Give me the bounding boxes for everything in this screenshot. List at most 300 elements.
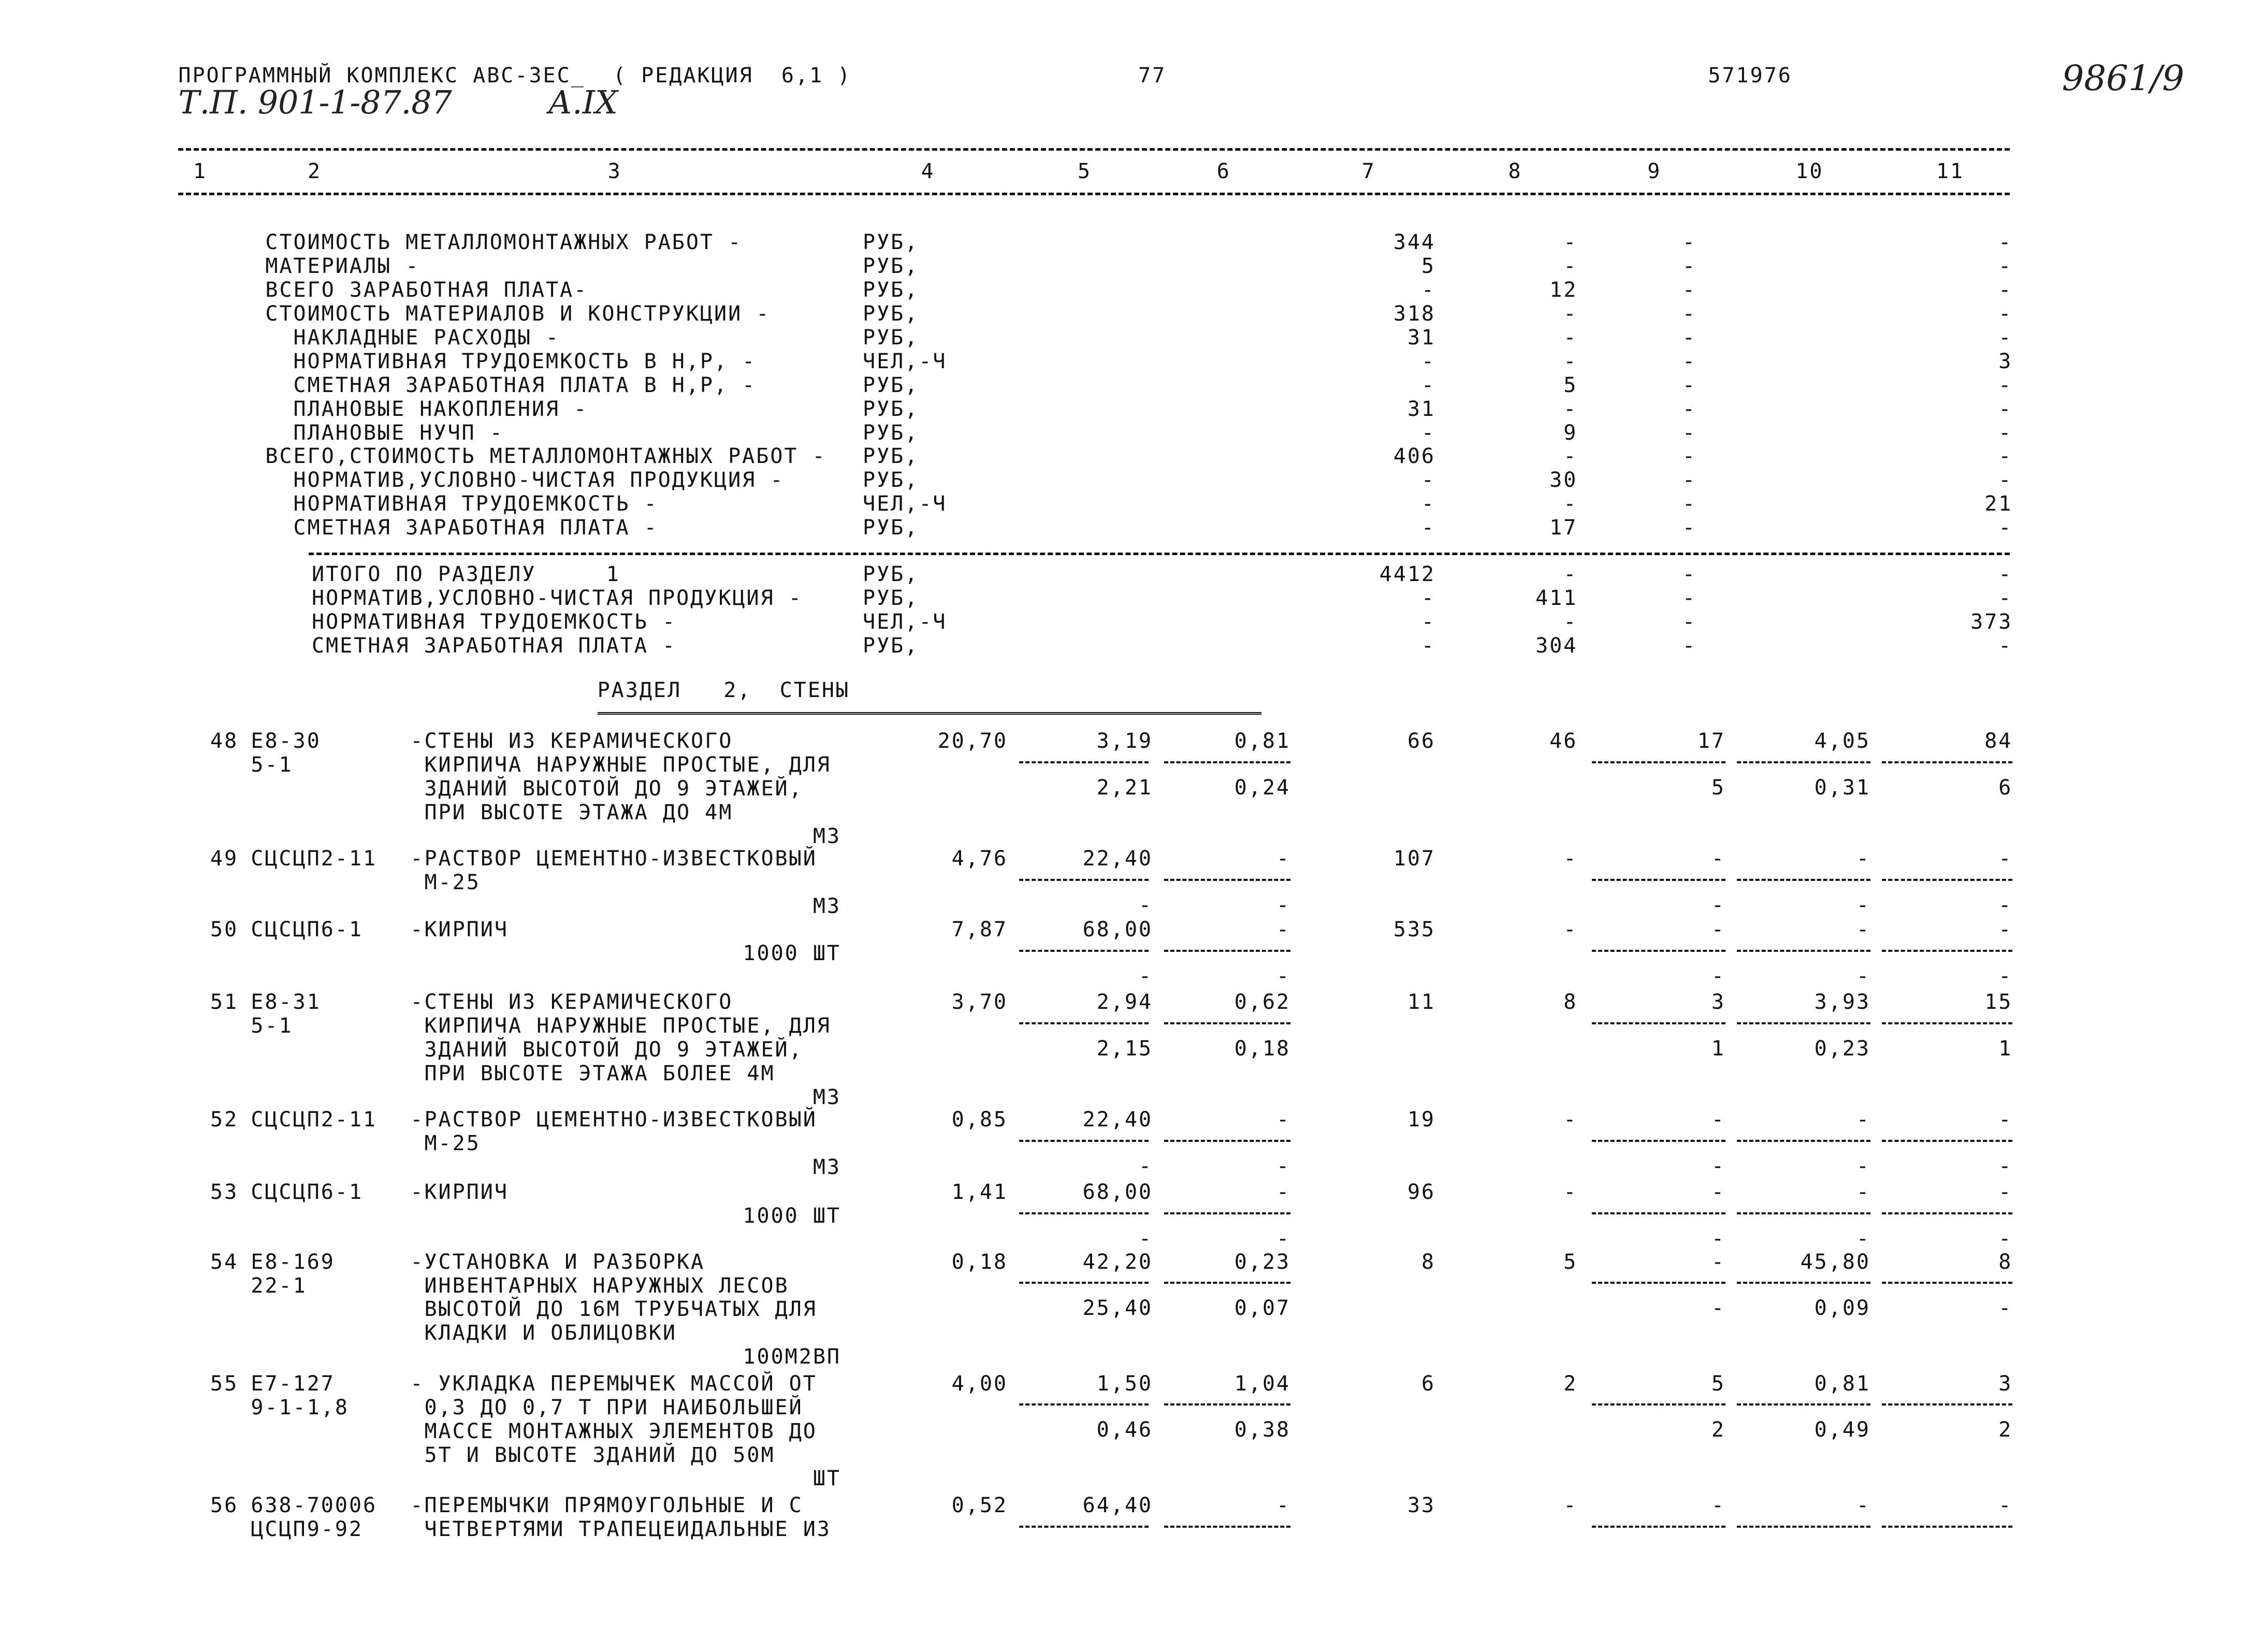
item-number: 51 <box>210 990 239 1015</box>
summary-unit: РУБ, <box>863 301 919 326</box>
item-col10: 0,81 <box>1814 1371 1870 1396</box>
summary-col8: - <box>1563 301 1578 326</box>
item-col11: - <box>1998 1494 2013 1517</box>
section-total-unit: РУБ, <box>863 634 919 658</box>
item-code: 9-1-1,8 <box>251 1395 349 1419</box>
item-description: М-25 <box>410 1132 481 1156</box>
item-col5: 2,94 <box>1096 990 1153 1015</box>
item-col4: 0,85 <box>951 1108 1008 1132</box>
summary-col9: - <box>1682 444 1696 469</box>
item-code: Е8-31 <box>251 990 321 1015</box>
item-col5-norm: 0,46 <box>1096 1418 1153 1442</box>
item-col5-rule <box>1019 1140 1148 1142</box>
item-col10-rule <box>1737 761 1870 763</box>
item-unit: 1000 ШТ <box>743 941 841 966</box>
item-col10: - <box>1856 918 1870 942</box>
item-description: М-25 <box>410 871 481 895</box>
summary-unit: РУБ, <box>863 397 919 421</box>
item-col5-rule <box>1019 1403 1148 1405</box>
summary-col9: - <box>1682 492 1696 516</box>
summary-col9: - <box>1682 468 1696 492</box>
column-header-4: 4 <box>921 160 935 183</box>
item-col8: - <box>1563 918 1578 942</box>
section-title-underline <box>598 712 1261 715</box>
summary-col11: - <box>1998 397 2013 421</box>
item-description: -УСТАНОВКА И РАЗБОРКА <box>410 1250 705 1274</box>
summary-col11: - <box>1998 468 2013 492</box>
summary-col11: 21 <box>1984 492 2013 516</box>
section-total-label: ИТОГО ПО РАЗДЕЛУ 1 <box>312 562 620 587</box>
item-col5: 22,40 <box>1082 1108 1153 1132</box>
item-description: -РАСТВОР ЦЕМЕНТНО-ИЗВЕСТКОВЫЙ <box>410 1108 817 1132</box>
item-col10-rule <box>1737 1022 1870 1024</box>
item-description: ЧЕТВЕРТЯМИ ТРАПЕЦЕИДАЛЬНЫЕ ИЗ <box>410 1517 831 1541</box>
item-col11: 84 <box>1984 729 2013 753</box>
item-col5-rule <box>1019 950 1148 952</box>
column-header-3: 3 <box>607 160 622 183</box>
item-col11-rule <box>1882 1140 2012 1142</box>
item-col11-norm: - <box>1998 1296 2013 1321</box>
item-col6: 1,04 <box>1234 1371 1290 1396</box>
item-col4: 4,76 <box>951 847 1008 871</box>
item-col6-rule <box>1164 1140 1290 1142</box>
item-col5-rule <box>1019 1022 1148 1024</box>
summary-col8: 5 <box>1563 373 1578 397</box>
summary-label: НОРМАТИВНАЯ ТРУДОЕМКОСТЬ - <box>265 492 658 516</box>
item-col9: - <box>1711 1108 1725 1132</box>
summary-label: СТОИМОСТЬ МЕТАЛЛОМОНТАЖНЫХ РАБОТ - <box>265 230 743 255</box>
item-col5-rule <box>1019 879 1148 881</box>
item-col5-rule <box>1019 1282 1148 1284</box>
item-col9: 17 <box>1697 729 1725 753</box>
item-col6-rule <box>1164 1282 1290 1284</box>
item-description: КИРПИЧА НАРУЖНЫЕ ПРОСТЫЕ, ДЛЯ <box>410 1014 831 1038</box>
summary-unit: РУБ, <box>863 230 919 255</box>
item-col8: 46 <box>1549 729 1578 753</box>
item-code: ЦСЦП9-92 <box>251 1517 364 1541</box>
item-col10-norm: 0,49 <box>1814 1418 1870 1442</box>
item-col4: 0,52 <box>951 1494 1008 1517</box>
item-col6-norm: 0,38 <box>1234 1418 1290 1442</box>
item-description: ЗДАНИЙ ВЫСОТОЙ ДО 9 ЭТАЖЕЙ, <box>410 1038 803 1062</box>
column-header-6: 6 <box>1216 160 1231 183</box>
item-col6-rule <box>1164 761 1290 763</box>
item-col6-rule <box>1164 1212 1290 1214</box>
summary-col11: - <box>1998 444 2013 469</box>
section-total-label: НОРМАТИВНАЯ ТРУДОЕМКОСТЬ - <box>312 610 677 634</box>
summary-col9: - <box>1682 325 1696 350</box>
item-description: -ПЕРЕМЫЧКИ ПРЯМОУГОЛЬНЫЕ И С <box>410 1494 803 1517</box>
summary-label: НАКЛАДНЫЕ РАСХОДЫ - <box>265 325 560 350</box>
summary-col9: - <box>1682 516 1696 540</box>
summary-col7: 31 <box>1407 397 1435 421</box>
item-col10: - <box>1856 1108 1870 1132</box>
item-col4: 1,41 <box>951 1180 1008 1205</box>
item-col9: 5 <box>1711 1371 1725 1396</box>
page-number: 77 <box>1138 64 1167 88</box>
item-col9-rule <box>1592 1022 1725 1024</box>
item-description: -РАСТВОР ЦЕМЕНТНО-ИЗВЕСТКОВЫЙ <box>410 847 817 871</box>
item-col10-norm: 0,09 <box>1814 1296 1870 1321</box>
item-description: ПРИ ВЫСОТЕ ЭТАЖА БОЛЕЕ 4М <box>410 1062 775 1086</box>
item-col8: - <box>1563 1108 1578 1132</box>
item-col8: 5 <box>1563 1250 1578 1274</box>
item-col11-rule <box>1882 1526 2012 1528</box>
summary-label: ВСЕГО,СТОИМОСТЬ МЕТАЛЛОМОНТАЖНЫХ РАБОТ - <box>265 444 826 469</box>
item-unit: ШТ <box>813 1467 841 1491</box>
summary-unit: ЧЕЛ,-Ч <box>863 492 947 516</box>
column-header-8: 8 <box>1508 160 1522 183</box>
item-unit: М3 <box>813 824 841 849</box>
item-code: Е8-30 <box>251 729 321 753</box>
item-col4: 4,00 <box>951 1371 1008 1396</box>
item-code: 638-70006 <box>251 1494 378 1517</box>
item-col9: - <box>1711 1180 1725 1205</box>
item-col5: 1,50 <box>1096 1371 1153 1396</box>
item-col6-rule <box>1164 1022 1290 1024</box>
item-col6-norm: 0,18 <box>1234 1037 1290 1061</box>
item-col10-norm: - <box>1856 964 1870 988</box>
item-col5: 3,19 <box>1096 729 1153 753</box>
item-unit: М3 <box>813 1085 841 1110</box>
document-code: 571976 <box>1708 64 1792 88</box>
summary-col11: - <box>1998 373 2013 397</box>
section-total-col11: - <box>1998 634 2013 658</box>
item-description: -СТЕНЫ ИЗ КЕРАМИЧЕСКОГО <box>410 990 733 1015</box>
item-col10: 3,93 <box>1814 990 1870 1015</box>
item-col9-rule <box>1592 1212 1725 1214</box>
item-col9: 3 <box>1711 990 1725 1015</box>
item-col9-norm: 5 <box>1711 776 1725 800</box>
item-col7: 107 <box>1393 847 1435 871</box>
section-total-label: СМЕТНАЯ ЗАРАБОТНАЯ ПЛАТА - <box>312 634 677 658</box>
item-col11-rule <box>1882 879 2012 881</box>
summary-label: ПЛАНОВЫЕ НАКОПЛЕНИЯ - <box>265 397 588 421</box>
item-col4: 0,18 <box>951 1250 1008 1274</box>
item-col11-norm: 1 <box>1998 1037 2013 1061</box>
item-col5: 68,00 <box>1082 1180 1153 1205</box>
item-col9-norm: - <box>1711 1296 1725 1321</box>
item-description: - УКЛАДКА ПЕРЕМЫЧЕК МАССОЙ ОТ <box>410 1371 817 1396</box>
section-total-col8: 304 <box>1535 634 1578 658</box>
summary-unit: РУБ, <box>863 325 919 350</box>
summary-col11: - <box>1998 230 2013 255</box>
item-col9: - <box>1711 847 1725 871</box>
summary-col7: 344 <box>1393 230 1435 255</box>
item-description: 5Т И ВЫСОТЕ ЗДАНИЙ ДО 50М <box>410 1443 775 1467</box>
item-col11: 15 <box>1984 990 2013 1015</box>
item-col11: - <box>1998 1180 2013 1205</box>
item-col7: 6 <box>1421 1371 1435 1396</box>
item-col4: 20,70 <box>937 729 1008 753</box>
item-col6-norm: 0,24 <box>1234 776 1290 800</box>
summary-col7: 5 <box>1421 254 1435 279</box>
item-col8: - <box>1563 847 1578 871</box>
summary-col9: - <box>1682 278 1696 302</box>
item-col7: 535 <box>1393 918 1435 942</box>
item-description: ИНВЕНТАРНЫХ НАРУЖНЫХ ЛЕСОВ <box>410 1273 789 1298</box>
item-unit: 100М2ВП <box>743 1345 841 1369</box>
handwritten-album: А.IX <box>548 84 618 122</box>
summary-col8: - <box>1563 444 1578 469</box>
item-col9-norm: - <box>1711 964 1725 988</box>
item-col11-norm: - <box>1998 964 2013 988</box>
summary-col8: 12 <box>1549 278 1578 302</box>
summary-col8: - <box>1563 492 1578 516</box>
section-total-col7: - <box>1421 586 1435 611</box>
item-col11: - <box>1998 1108 2013 1132</box>
column-header-10: 10 <box>1795 160 1824 183</box>
item-col9-norm: - <box>1711 893 1725 917</box>
item-col6: - <box>1276 1108 1290 1132</box>
item-col5-norm: 2,21 <box>1096 776 1153 800</box>
item-col10-norm: 0,31 <box>1814 776 1870 800</box>
item-col8: 8 <box>1563 990 1578 1015</box>
summary-col11: 3 <box>1998 349 2013 373</box>
item-col7: 66 <box>1407 729 1435 753</box>
item-col9-rule <box>1592 1140 1725 1142</box>
item-col6: - <box>1276 1494 1290 1517</box>
item-col11-norm: - <box>1998 1154 2013 1178</box>
column-header-7: 7 <box>1361 160 1376 183</box>
item-code: СЦСЦП6-1 <box>251 918 364 942</box>
section-total-col9: - <box>1682 610 1696 634</box>
summary-unit: РУБ, <box>863 373 919 397</box>
item-col6: 0,81 <box>1234 729 1290 753</box>
item-col11-rule <box>1882 1212 2012 1214</box>
item-number: 52 <box>210 1108 239 1132</box>
summary-label: ВСЕГО ЗАРАБОТНАЯ ПЛАТА- <box>265 278 588 302</box>
item-code: 5-1 <box>251 1014 293 1038</box>
item-code: СЦСЦП2-11 <box>251 847 378 871</box>
section-total-col7: - <box>1421 634 1435 658</box>
item-col10: - <box>1856 847 1870 871</box>
item-description: -КИРПИЧ <box>410 1180 509 1205</box>
item-col9-rule <box>1592 1282 1725 1284</box>
item-code: СЦСЦП6-1 <box>251 1180 364 1205</box>
item-col10-rule <box>1737 1140 1870 1142</box>
item-col9: - <box>1711 1250 1725 1274</box>
section-total-col9: - <box>1682 634 1696 658</box>
item-col10-rule <box>1737 1403 1870 1405</box>
item-col11-norm: - <box>1998 893 2013 917</box>
item-col6-rule <box>1164 1526 1290 1528</box>
item-col6: - <box>1276 918 1290 942</box>
summary-col8: - <box>1563 349 1578 373</box>
item-col5: 68,00 <box>1082 918 1153 942</box>
item-col5-rule <box>1019 1212 1148 1214</box>
column-header-5: 5 <box>1077 160 1092 183</box>
column-header-1: 1 <box>193 160 207 183</box>
section-total-unit: РУБ, <box>863 562 919 587</box>
program-title: ПРОГРАММНЫЙ КОМПЛЕКС АВС-ЗЕС_ ( РЕДАКЦИЯ 6,1 ) <box>178 64 852 88</box>
item-col10-norm: - <box>1856 893 1870 917</box>
summary-col7: 318 <box>1393 301 1435 326</box>
summary-col7: - <box>1421 492 1435 516</box>
item-col5: 64,40 <box>1082 1494 1153 1517</box>
item-number: 48 <box>210 729 239 753</box>
item-col5: 42,20 <box>1082 1250 1153 1274</box>
summary-label: СТОИМОСТЬ МАТЕРИАЛОВ И КОНСТРУКЦИИ - <box>265 301 771 326</box>
summary-col11: - <box>1998 421 2013 445</box>
item-col6: - <box>1276 847 1290 871</box>
item-col9-rule <box>1592 950 1725 952</box>
item-col6-norm: - <box>1276 1154 1290 1178</box>
item-col9-norm: 2 <box>1711 1418 1725 1442</box>
item-col7: 33 <box>1407 1494 1435 1517</box>
item-col6-rule <box>1164 950 1290 952</box>
item-col6-norm: 0,07 <box>1234 1296 1290 1321</box>
section-total-col8: - <box>1563 610 1578 634</box>
item-code: 22-1 <box>251 1273 307 1298</box>
summary-label: НОРМАТИВ,УСЛОВНО-ЧИСТАЯ ПРОДУКЦИЯ - <box>265 468 785 492</box>
item-col11-rule <box>1882 950 2012 952</box>
item-col10: - <box>1856 1494 1870 1517</box>
item-col9: - <box>1711 918 1725 942</box>
item-description: ВЫСОТОЙ ДО 16М ТРУБЧАТЫХ ДЛЯ <box>410 1297 817 1322</box>
summary-col7: - <box>1421 468 1435 492</box>
summary-col8: - <box>1563 397 1578 421</box>
item-col7: 8 <box>1421 1250 1435 1274</box>
summary-col8: 9 <box>1563 421 1578 445</box>
summary-unit: РУБ, <box>863 516 919 540</box>
section-total-rule <box>309 553 2009 555</box>
item-col8: - <box>1563 1494 1578 1517</box>
summary-col8: 30 <box>1549 468 1578 492</box>
section-total-label: НОРМАТИВ,УСЛОВНО-ЧИСТАЯ ПРОДУКЦИЯ - <box>312 586 803 611</box>
item-description: ЗДАНИЙ ВЫСОТОЙ ДО 9 ЭТАЖЕЙ, <box>410 777 803 801</box>
item-col11-norm: - <box>1998 1226 2013 1251</box>
item-description: КИРПИЧА НАРУЖНЫЕ ПРОСТЫЕ, ДЛЯ <box>410 753 831 777</box>
summary-col11: - <box>1998 254 2013 279</box>
item-col5: 22,40 <box>1082 847 1153 871</box>
summary-col8: 17 <box>1549 516 1578 540</box>
item-number: 55 <box>210 1371 239 1396</box>
column-header-9: 9 <box>1647 160 1662 183</box>
item-col11-norm: 2 <box>1998 1418 2013 1442</box>
summary-unit: РУБ, <box>863 444 919 469</box>
item-col11: - <box>1998 847 2013 871</box>
summary-unit: ЧЕЛ,-Ч <box>863 349 947 373</box>
item-description: ПРИ ВЫСОТЕ ЭТАЖА ДО 4М <box>410 801 733 825</box>
summary-col11: - <box>1998 301 2013 326</box>
item-col9-rule <box>1592 879 1725 881</box>
item-code: 5-1 <box>251 753 293 777</box>
item-col10-rule <box>1737 950 1870 952</box>
summary-col9: - <box>1682 254 1696 279</box>
summary-col9: - <box>1682 421 1696 445</box>
item-col10: 4,05 <box>1814 729 1870 753</box>
section-total-col7: 4412 <box>1379 562 1435 587</box>
item-col10-rule <box>1737 879 1870 881</box>
item-col9-rule <box>1592 1403 1725 1405</box>
item-col9-norm: - <box>1711 1154 1725 1178</box>
item-col8: 2 <box>1563 1371 1578 1396</box>
item-number: 54 <box>210 1250 239 1274</box>
item-col5-norm: - <box>1138 1154 1153 1178</box>
item-col7: 96 <box>1407 1180 1435 1205</box>
item-col5-norm: - <box>1138 964 1153 988</box>
item-col11-rule <box>1882 1282 2012 1284</box>
summary-label: ПЛАНОВЫЕ НУЧП - <box>265 421 504 445</box>
item-col5-norm: - <box>1138 1226 1153 1251</box>
item-col7: 19 <box>1407 1108 1435 1132</box>
summary-unit: РУБ, <box>863 278 919 302</box>
item-col10-rule <box>1737 1282 1870 1284</box>
item-col11-rule <box>1882 761 2012 763</box>
item-number: 56 <box>210 1494 239 1517</box>
summary-col7: - <box>1421 421 1435 445</box>
summary-col11: - <box>1998 278 2013 302</box>
summary-unit: РУБ, <box>863 254 919 279</box>
item-col5-norm: 25,40 <box>1082 1296 1153 1321</box>
item-col11-norm: 6 <box>1998 776 2013 800</box>
item-col11-rule <box>1882 1022 2012 1024</box>
item-col6-rule <box>1164 879 1290 881</box>
summary-col9: - <box>1682 397 1696 421</box>
column-header-2: 2 <box>308 160 322 183</box>
item-col6-norm: - <box>1276 1226 1290 1251</box>
item-col9-rule <box>1592 1526 1725 1528</box>
item-col5-norm: - <box>1138 893 1153 917</box>
item-number: 53 <box>210 1180 239 1205</box>
item-col6: 0,62 <box>1234 990 1290 1015</box>
item-unit: 1000 ШТ <box>743 1204 841 1228</box>
summary-col9: - <box>1682 349 1696 373</box>
section-total-col8: 411 <box>1535 586 1578 611</box>
item-description: 0,3 ДО 0,7 Т ПРИ НАИБОЛЬШЕЙ <box>410 1395 803 1419</box>
item-col11-rule <box>1882 1403 2012 1405</box>
item-col6: 0,23 <box>1234 1250 1290 1274</box>
item-col4: 3,70 <box>951 990 1008 1015</box>
item-description: МАССЕ МОНТАЖНЫХ ЭЛЕМЕНТОВ ДО <box>410 1419 817 1443</box>
item-col10-rule <box>1737 1526 1870 1528</box>
item-code: Е8-169 <box>251 1250 335 1274</box>
summary-col7: - <box>1421 349 1435 373</box>
item-col6-norm: - <box>1276 964 1290 988</box>
item-col11: - <box>1998 918 2013 942</box>
section-total-col11: - <box>1998 586 2013 611</box>
section-total-col9: - <box>1682 586 1696 611</box>
item-col10-norm: - <box>1856 1154 1870 1178</box>
summary-col8: - <box>1563 325 1578 350</box>
item-description: КЛАДКИ И ОБЛИЦОВКИ <box>410 1321 677 1345</box>
item-number: 50 <box>210 918 239 942</box>
item-code: Е7-127 <box>251 1371 335 1396</box>
summary-label: СМЕТНАЯ ЗАРАБОТНАЯ ПЛАТА - <box>265 516 658 540</box>
item-col7: 11 <box>1407 990 1435 1015</box>
item-col6-rule <box>1164 1403 1290 1405</box>
section-total-col11: 373 <box>1970 610 2013 634</box>
section-total-col8: - <box>1563 562 1578 587</box>
table-header-rule <box>178 193 2009 195</box>
summary-col7: 406 <box>1393 444 1435 469</box>
section-total-unit: ЧЕЛ,-Ч <box>863 610 947 634</box>
item-col11: 3 <box>1998 1371 2013 1396</box>
handwritten-mark: 9861/9 <box>2062 58 2184 98</box>
section-total-col11: - <box>1998 562 2013 587</box>
item-col10: - <box>1856 1180 1870 1205</box>
item-description: -СТЕНЫ ИЗ КЕРАМИЧЕСКОГО <box>410 729 733 753</box>
item-col8: - <box>1563 1180 1578 1205</box>
item-description: -КИРПИЧ <box>410 918 509 942</box>
summary-unit: РУБ, <box>863 421 919 445</box>
section-title: РАЗДЕЛ 2, СТЕНЫ <box>597 678 850 703</box>
item-col6: - <box>1276 1180 1290 1205</box>
handwritten-project-code: Т.П. 901-1-87.87 <box>178 84 452 122</box>
item-col10-norm: - <box>1856 1226 1870 1251</box>
summary-col9: - <box>1682 301 1696 326</box>
